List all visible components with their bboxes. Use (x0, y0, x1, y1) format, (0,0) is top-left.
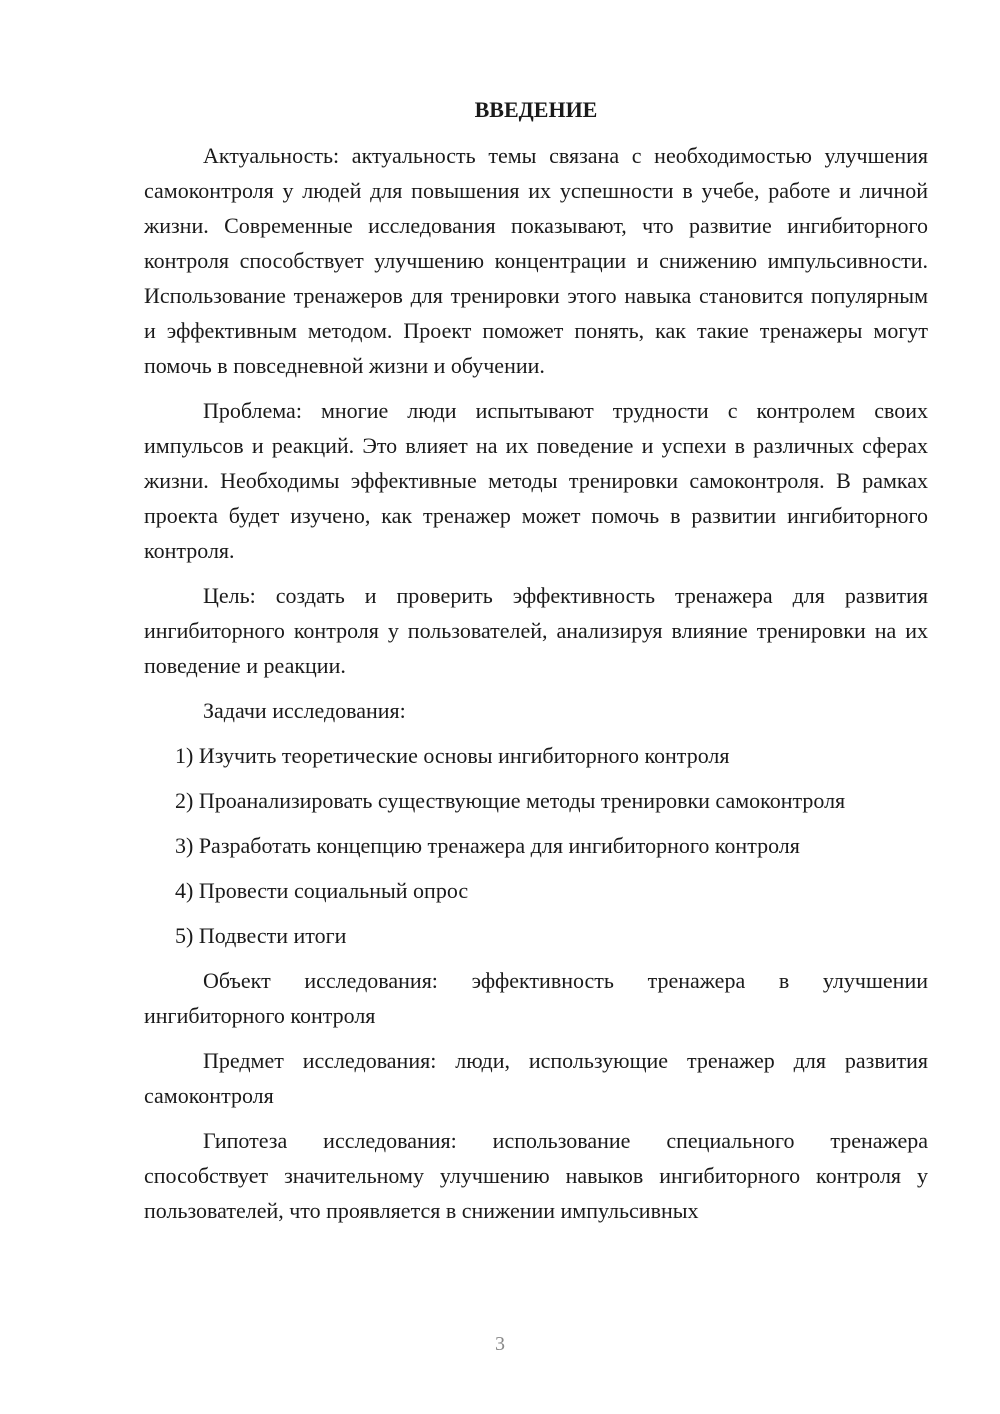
page-number: 3 (495, 1333, 505, 1355)
section-title: ВВЕДЕНИЕ (474, 97, 598, 122)
paragraph-hypothesis: Гипотеза исследования: использование специального тренажера способствует значительному улучшению навыков ингибиторного контроля у пользователей, что проявляется в снижении импульсивных (144, 1128, 928, 1223)
task-item-4: 4) Провести социальный опрос (175, 878, 469, 903)
paragraph-relevance: Актуальность: актуальность темы связана с необходимостью улучшения самоконтроля у людей для повышения их успешности в учебе, работе и личной жизни. Современные исследования показывают, что развитие ингибиторного контроля способствует улучшению концентрации и снижению импульсивности. Использование тренажеров для тренировки этого навыка становится популярным и эффективным методом. Проект поможет понять, как такие тренажеры могут помочь в повседневной жизни и обучении. (144, 143, 928, 378)
paragraph-goal: Цель: создать и проверить эффективность тренажера для развития ингибиторного контроля у пользователей, анализируя влияние тренировки на их поведение и реакции. (144, 583, 928, 678)
document-body (144, 92, 928, 1238)
task-item-5: 5) Подвести итоги (175, 923, 347, 948)
task-item-1: 1) Изучить теоретические основы ингибиторного контроля (175, 743, 730, 768)
task-item-2: 2) Проанализировать существующие методы тренировки самоконтроля (175, 788, 846, 813)
paragraph-object: Объект исследования: эффективность тренажера в улучшении ингибиторного контроля (144, 968, 928, 1028)
tasks-heading: Задачи исследования: (203, 698, 406, 723)
paragraph-subject: Предмет исследования: люди, использующие тренажер для развития самоконтроля (144, 1048, 928, 1108)
task-item-3: 3) Разработать концепцию тренажера для ингибиторного контроля (175, 833, 800, 858)
paragraph-problem: Проблема: многие люди испытывают трудности с контролем своих импульсов и реакций. Это влияет на их поведение и успехи в различных сферах жизни. Необходимы эффективные методы тренировки самоконтроля. В рамках проекта будет изучено, как тренажер может помочь в развитии ингибиторного контроля. (144, 398, 928, 563)
